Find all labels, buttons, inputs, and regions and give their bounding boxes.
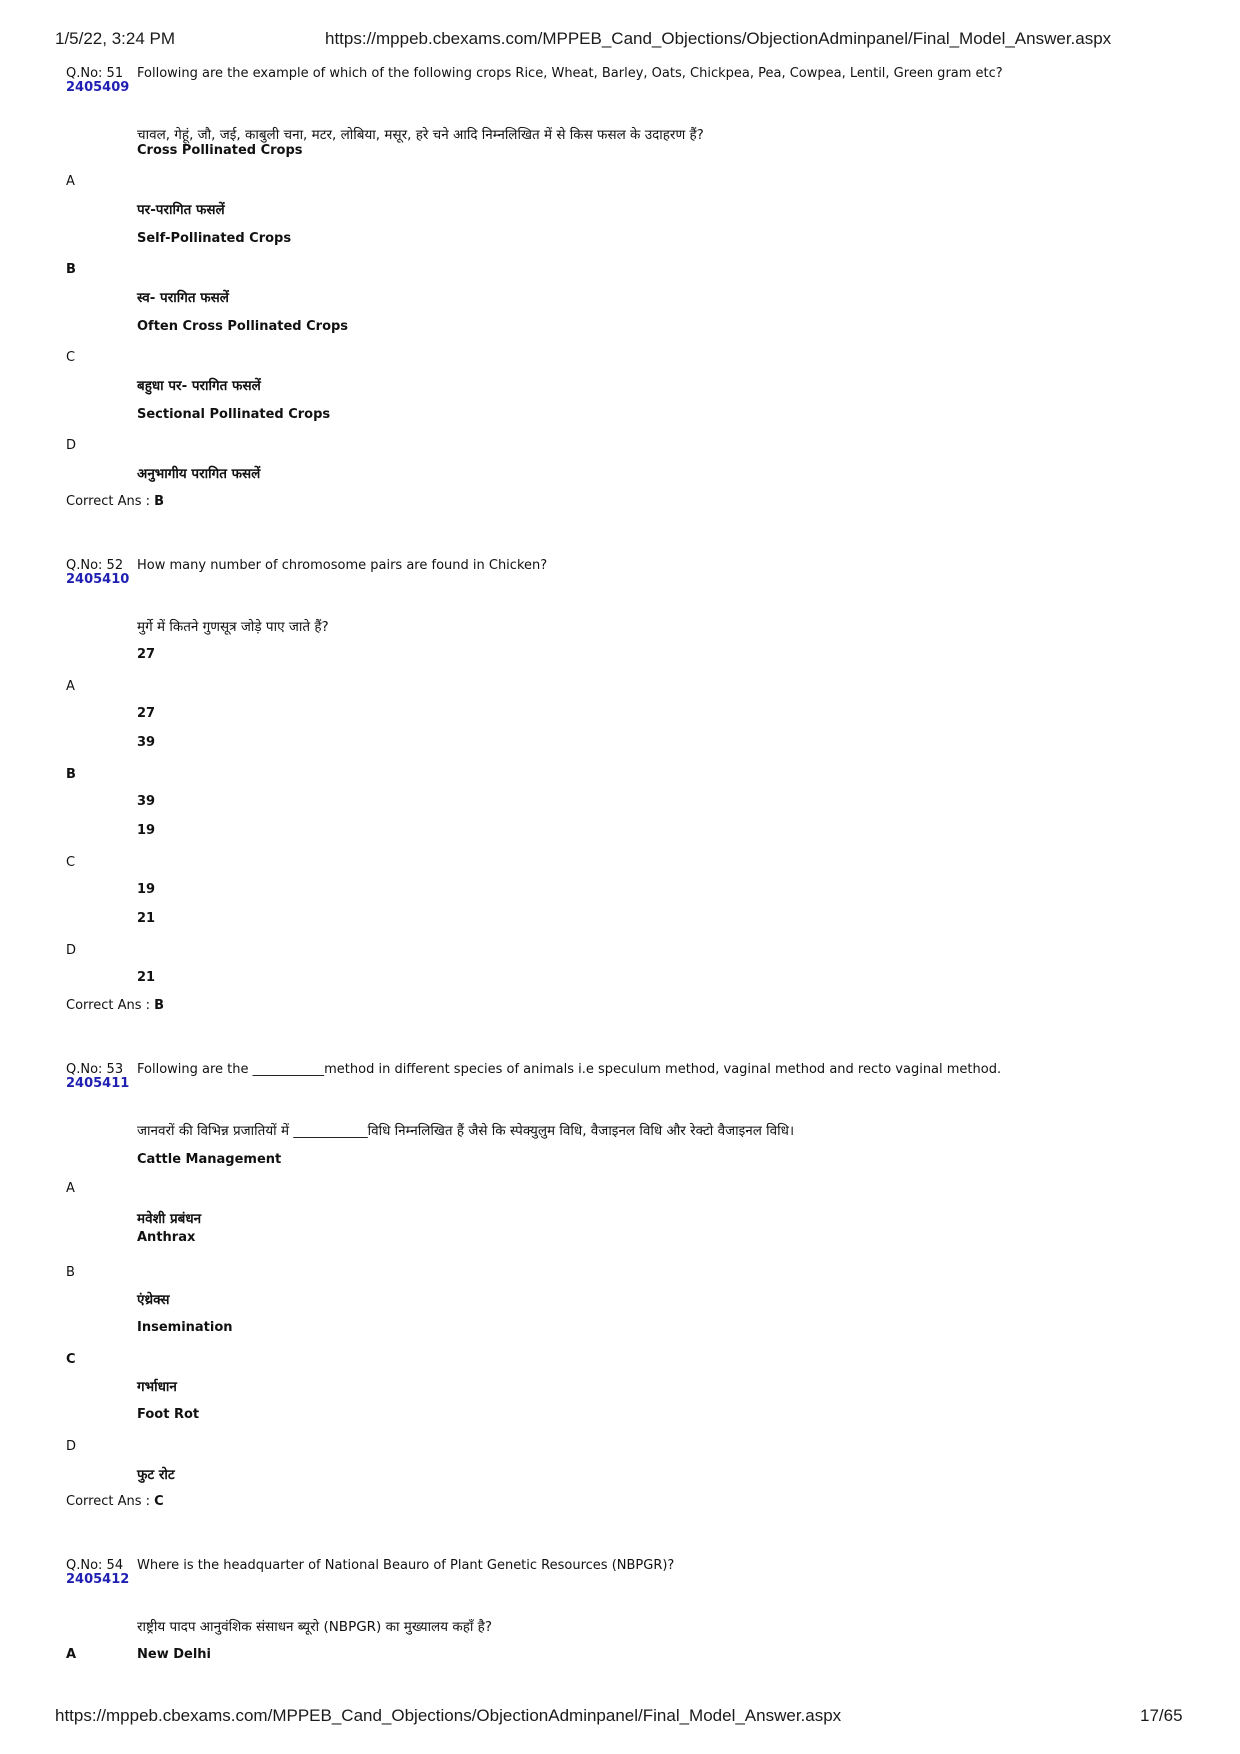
option-b-hi: स्व- परागित फसलें <box>137 290 229 306</box>
option-a-hi: 27 <box>137 706 156 721</box>
question-number: Q.No: 54 <box>66 1558 124 1573</box>
option-a-letter: A <box>66 679 75 694</box>
option-b-letter: B <box>66 262 76 277</box>
option-a-en: Cattle Management <box>137 1152 282 1167</box>
option-c-en: Often Cross Pollinated Crops <box>137 319 349 334</box>
option-d-letter: D <box>66 943 77 958</box>
question-text-en: Following are the example of which of the following crops Rice, Wheat, Barley, Oats, Chickpea, Pea, Cowpea, Lentil, Green gram etc? <box>137 66 1003 81</box>
question-id: 2405410 <box>66 572 130 587</box>
question-text-en: How many number of chromosome pairs are found in Chicken? <box>137 558 548 573</box>
option-d-letter: D <box>66 1439 77 1454</box>
correct-answer <box>66 1494 164 1510</box>
question-number: Q.No: 51 <box>66 66 124 81</box>
page-url[interactable]: https://mppeb.cbexams.com/MPPEB_Cand_Objections/ObjectionAdminpanel/Final_Model_Answer.aspx <box>325 29 1112 48</box>
question-id: 2405412 <box>66 1572 130 1587</box>
question-text-hi: मुर्गे में कितने गुणसूत्र जोड़े पाए जाते हैं? <box>137 619 329 635</box>
option-c-en: Insemination <box>137 1320 233 1335</box>
option-d-hi: फुट रोट <box>137 1467 175 1483</box>
page-number: 17/65 <box>1140 1706 1183 1725</box>
question-text-en: Where is the headquarter of National Beauro of Plant Genetic Resources (NBPGR)? <box>137 1558 675 1573</box>
question-text-hi: जानवरों की विभिन्न प्रजातियों में ___________विधि निम्नलिखित हैं जैसे कि स्पेक्युलुम विधि, वैजाइनल विधि और रेक्टो वैजाइनल विधि। <box>137 1123 795 1139</box>
option-a-letter: A <box>66 1647 77 1662</box>
option-a-hi: पर-परागित फसलें <box>137 202 225 218</box>
option-c-en: 19 <box>137 823 156 838</box>
question-text-en: Following are the ___________method in different species of animals i.e speculum method, vaginal method and recto vaginal method. <box>137 1062 1002 1077</box>
option-d-hi: अनुभागीय परागित फसलें <box>137 466 261 482</box>
question-text-hi: चावल, गेहूं, जौ, जई, काबुली चना, मटर, लोबिया, मसूर, हरे चने आदि निम्नलिखित में से किस फसल के उदाहरण हैं? <box>137 127 704 143</box>
correct-answer-value: B <box>154 494 165 509</box>
option-c-hi: गर्भाधान <box>137 1379 177 1395</box>
question-text-hi: राष्ट्रीय पादप आनुवंशिक संसाधन ब्यूरो (NBPGR) का मुख्यालय कहाँ है? <box>137 1619 492 1635</box>
option-b-hi: एंथ्रेक्स <box>137 1292 170 1308</box>
question-number: Q.No: 53 <box>66 1062 124 1077</box>
option-b-letter: B <box>66 1265 75 1280</box>
option-d-en: 21 <box>137 911 156 926</box>
correct-answer <box>66 998 164 1014</box>
question-number: Q.No: 52 <box>66 558 124 573</box>
option-c-letter: C <box>66 855 76 870</box>
option-a-en: New Delhi <box>137 1647 212 1662</box>
option-c-hi: बहुधा पर- परागित फसलें <box>137 378 261 394</box>
option-d-en: Foot Rot <box>137 1407 200 1422</box>
option-b-en: Self-Pollinated Crops <box>137 231 292 246</box>
footer-url[interactable]: https://mppeb.cbexams.com/MPPEB_Cand_Objections/ObjectionAdminpanel/Final_Model_Answer.aspx <box>55 1706 842 1725</box>
option-a-letter: A <box>66 174 75 189</box>
correct-answer-label: Correct Ans : <box>66 998 155 1013</box>
option-b-en: Anthrax <box>137 1230 196 1245</box>
print-datetime: 1/5/22, 3:24 PM <box>55 29 176 48</box>
correct-answer-label: Correct Ans : <box>66 494 155 509</box>
question-id: 2405411 <box>66 1076 130 1091</box>
correct-answer-value: C <box>154 1494 164 1509</box>
option-c-letter: C <box>66 350 76 365</box>
option-c-hi: 19 <box>137 882 156 897</box>
option-a-letter: A <box>66 1181 75 1196</box>
option-b-hi: 39 <box>137 794 156 809</box>
option-a-hi: मवेशी प्रबंधन <box>137 1211 202 1227</box>
question-id: 2405409 <box>66 80 130 95</box>
option-d-en: Sectional Pollinated Crops <box>137 407 331 422</box>
option-d-hi: 21 <box>137 970 156 985</box>
option-a-en: Cross Pollinated Crops <box>137 143 303 158</box>
option-d-letter: D <box>66 438 77 453</box>
option-c-letter: C <box>66 1352 76 1367</box>
option-b-en: 39 <box>137 735 156 750</box>
correct-answer-value: B <box>154 998 165 1013</box>
correct-answer <box>66 494 164 510</box>
correct-answer-label: Correct Ans : <box>66 1494 155 1509</box>
option-b-letter: B <box>66 767 76 782</box>
option-a-en: 27 <box>137 647 156 662</box>
